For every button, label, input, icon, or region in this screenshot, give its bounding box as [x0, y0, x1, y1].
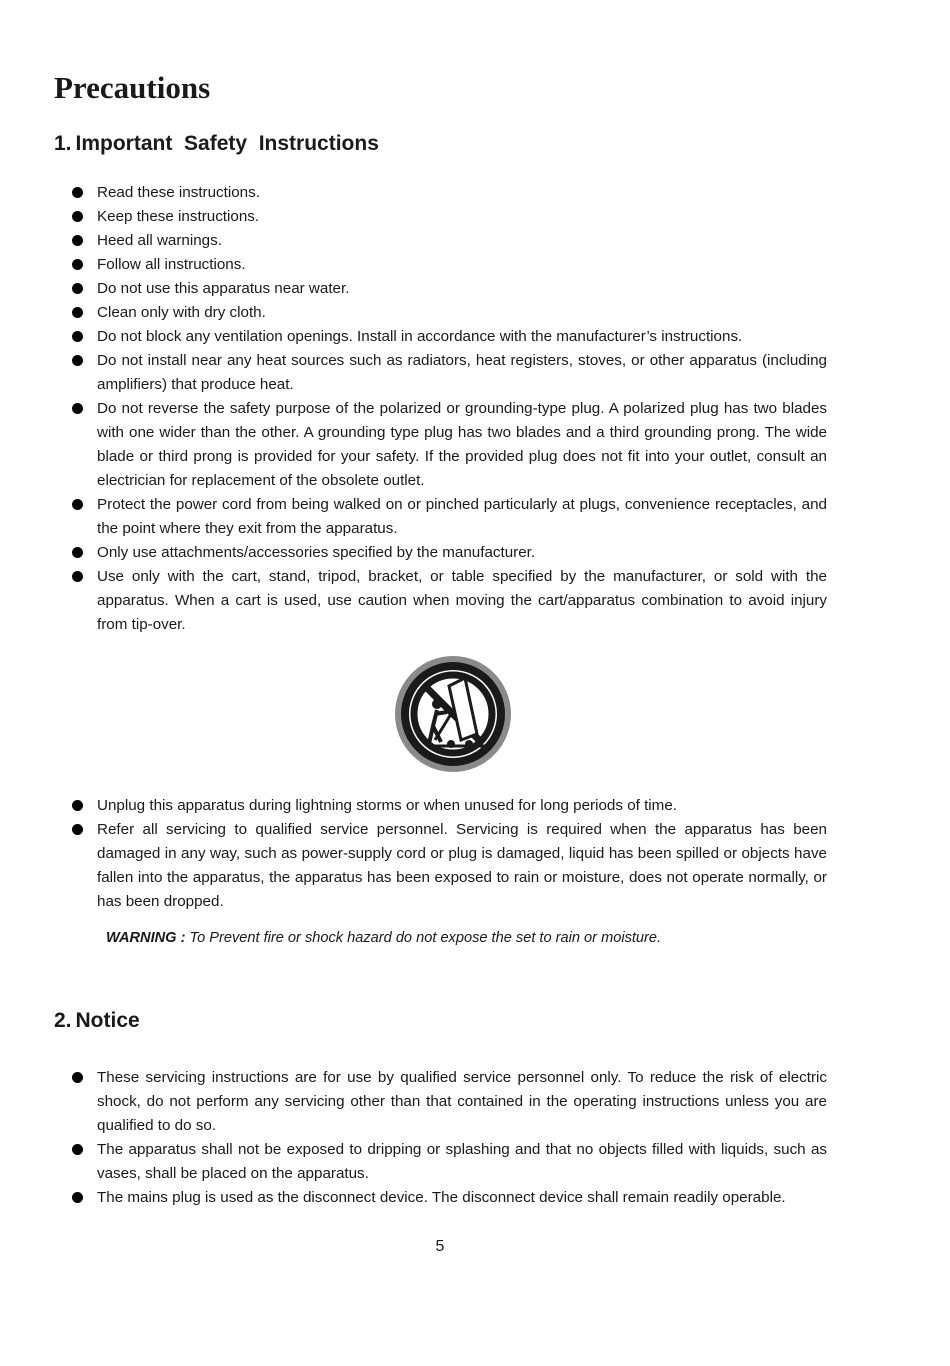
list-item: Read these instructions. [72, 181, 827, 205]
section-2-heading [54, 1009, 140, 1033]
bullet-icon [72, 1192, 83, 1203]
list-item: These servicing instructions are for use by qualified service personnel only. To reduce the risk of electric shock, do not perform any servicing other than that contained in the operating instructions unless you are qualified to do so. [72, 1066, 827, 1138]
bullet-icon [72, 307, 83, 318]
list-item: Follow all instructions. [72, 253, 827, 277]
warning-label: WARNING : [106, 930, 186, 946]
warning-note [106, 930, 661, 946]
notice-list [72, 1066, 827, 1210]
bullet-icon [72, 331, 83, 342]
bullet-icon [72, 235, 83, 246]
list-item: Unplug this apparatus during lightning storms or when unused for long periods of time. [72, 794, 827, 818]
list-item: Heed all warnings. [72, 229, 827, 253]
cart-tip-over-warning-icon [393, 654, 513, 774]
section-1-heading [54, 132, 379, 156]
bullet-icon [72, 403, 83, 414]
bullet-icon [72, 283, 83, 294]
bullet-icon [72, 259, 83, 270]
list-item: Keep these instructions. [72, 205, 827, 229]
bullet-icon [72, 211, 83, 222]
list-item: The mains plug is used as the disconnect device. The disconnect device shall remain readily operable. [72, 1186, 827, 1210]
bullet-icon [72, 571, 83, 582]
page-title: Precautions [54, 70, 211, 105]
list-item: Do not block any ventilation openings. Install in accordance with the manufacturer’s instructions. [72, 325, 827, 349]
bullet-icon [72, 824, 83, 835]
page-number: 5 [435, 1238, 445, 1255]
bullet-icon [72, 1144, 83, 1155]
bullet-icon [72, 355, 83, 366]
list-item: Do not reverse the safety purpose of the polarized or grounding-type plug. A polarized plug has two blades with one wider than the other. A grounding type plug has two blades and a third grounding prong. The wide blade or third prong is provided for your safety. If the provided plug does not fit into your outlet, consult an electrician for replacement of the obsolete outlet. [72, 397, 827, 493]
list-item: Refer all servicing to qualified service personnel. Servicing is required when the apparatus has been damaged in any way, such as power-supply cord or plug is damaged, liquid has been spilled or objects have fallen into the apparatus, the apparatus has been exposed to rain or moisture, does not operate normally, or has been dropped. [72, 818, 827, 914]
section-1-number: 1. [54, 132, 72, 155]
section-2-title: Notice [75, 1009, 140, 1032]
safety-instructions-list-continued [72, 794, 827, 914]
list-item: Use only with the cart, stand, tripod, bracket, or table specified by the manufacturer, or sold with the apparatus. When a cart is used, use caution when moving the cart/apparatus combination to avoid injury from tip-over. [72, 565, 827, 637]
section-2-number: 2. [54, 1009, 72, 1032]
list-item: Clean only with dry cloth. [72, 301, 827, 325]
list-item: Only use attachments/accessories specified by the manufacturer. [72, 541, 827, 565]
bullet-icon [72, 800, 83, 811]
bullet-icon [72, 1072, 83, 1083]
bullet-icon [72, 499, 83, 510]
list-item: Protect the power cord from being walked on or pinched particularly at plugs, convenience receptacles, and the point where they exit from the apparatus. [72, 493, 827, 541]
warning-text: To Prevent fire or shock hazard do not expose the set to rain or moisture. [185, 930, 662, 946]
list-item: The apparatus shall not be exposed to dripping or splashing and that no objects filled with liquids, such as vases, shall be placed on the apparatus. [72, 1138, 827, 1186]
safety-instructions-list [72, 181, 827, 637]
bullet-icon [72, 187, 83, 198]
list-item: Do not use this apparatus near water. [72, 277, 827, 301]
section-1-title: Important Safety Instructions [75, 132, 379, 155]
list-item: Do not install near any heat sources such as radiators, heat registers, stoves, or other apparatus (including amplifiers) that produce heat. [72, 349, 827, 397]
bullet-icon [72, 547, 83, 558]
